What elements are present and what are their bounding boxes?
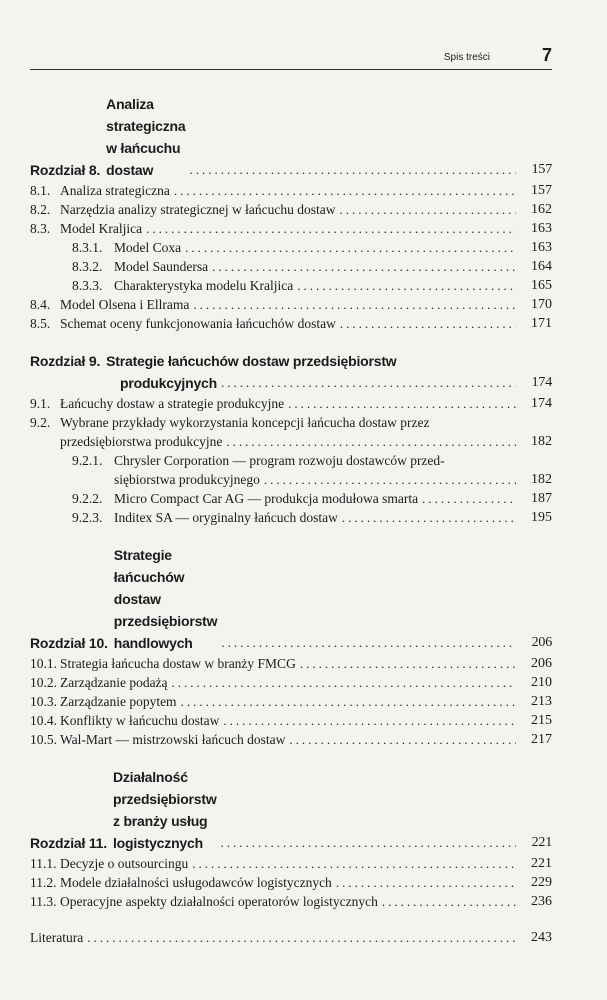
dot-leader [181,692,516,711]
page-ref: 217 [531,732,552,747]
chapter-title: Strategie łańcuchów dostaw przedsiębiorstw handlowych [113,547,218,651]
toc-entry [30,711,552,730]
chapter-11 [30,766,552,911]
section-title-line-2: siębiorstwa produkcyjnego [114,472,260,487]
chapter-title: Analiza strategiczna w łańcuchu dostaw [106,96,186,178]
chapter-heading-continued [30,372,552,394]
section-number: 11.2. [30,875,57,890]
page-ref: 157 [531,162,552,177]
entry-line-2 [30,432,552,451]
chapter-title: Działalność przedsiębiorstw z branży usług logistycznych [112,769,217,851]
page-ref: 210 [531,675,552,690]
page-ref: 206 [531,635,552,650]
page-ref: 182 [531,434,552,449]
section-number: 9.2. [30,415,51,430]
section-title: Konflikty w łańcuchu dostaw [60,713,220,728]
section-title: Narzędzia analizy strategicznej w łańcuchu dostaw [60,202,336,217]
section-title: Model Olsena i Ellrama [60,297,190,312]
toc-entry [30,673,552,692]
toc-entry [30,394,552,413]
page-ref: 157 [531,183,552,198]
section-number: 9.2.2. [72,491,103,506]
page-ref: 182 [531,472,552,487]
toc-entry [30,692,552,711]
section-title: Schemat oceny funkcjonowania łańcuchów dostaw [60,316,336,331]
page-ref: 213 [531,694,552,709]
entry-line-1 [30,451,552,470]
page-ref: 206 [531,656,552,671]
section-number: 9.2.1. [72,453,103,468]
entry-line-2 [30,470,552,489]
page-number: 7 [541,45,552,65]
section-number: 10.2. [30,675,57,690]
section-number: 8.2. [30,202,51,217]
page-ref: 236 [531,894,552,909]
page-ref: 164 [531,259,552,274]
dot-leader [221,372,516,394]
dot-leader [146,219,516,238]
chapter-title-line-1: Strategie łańcuchów dostaw przedsiębiorstw [106,353,397,369]
bibliography-entry [30,928,552,947]
toc-entry [30,730,552,749]
section-title: Łańcuchy dostaw a strategie produkcyjne [60,396,285,411]
page-ref: 174 [531,396,552,411]
page-ref: 229 [531,875,552,890]
dot-leader [336,873,516,892]
chapter-number: Rozdział 10. [30,635,108,651]
page-ref: 163 [531,221,552,236]
page-ref: 195 [531,510,552,525]
chapter-number: Rozdział 11. [30,835,107,851]
page-ref: 163 [531,240,552,255]
section-number: 8.3.2. [72,259,103,274]
section-title: Model Kraljica [60,221,143,236]
section-number: 10.5. [30,732,57,747]
toc-entry [30,314,552,333]
dot-leader [288,394,516,413]
chapter-heading [30,766,552,854]
toc-entry [30,295,552,314]
dot-leader [342,508,516,527]
page-ref: 221 [531,835,552,850]
dot-leader [193,295,516,314]
toc-entry [30,219,552,238]
toc-entry [30,873,552,892]
dot-leader [87,928,516,947]
section-title: Wal-Mart — mistrzowski łańcuch dostaw [60,732,286,747]
header-rule [30,69,552,70]
running-title: Spis treści [443,52,490,63]
page-ref: 187 [531,491,552,506]
section-number: 11.3. [30,894,57,909]
chapter-8 [30,93,552,333]
dot-leader [422,489,516,508]
section-title: Zarządzanie popytem [60,694,177,709]
page-ref: 165 [531,278,552,293]
section-number: 10.3. [30,694,57,709]
dot-leader [223,711,516,730]
section-number: 8.3.3. [72,278,103,293]
dot-leader [174,181,516,200]
chapter-title-line-2: produkcyjnych [120,375,217,391]
running-header [30,44,552,66]
dot-leader [172,673,516,692]
toc-subentry [30,276,552,295]
chapter-9 [30,350,552,527]
section-title: Model Saundersa [114,259,209,274]
dot-leader [192,854,516,873]
toc-subentry [30,451,552,489]
dot-leader [340,200,517,219]
chapter-10 [30,544,552,749]
page-ref: 162 [531,202,552,217]
section-number: 8.3. [30,221,51,236]
toc-entry [30,854,552,873]
section-number: 8.4. [30,297,51,312]
page-ref: 170 [531,297,552,312]
toc-entry [30,413,552,451]
section-number: 8.3.1. [72,240,103,255]
toc-entry [30,654,552,673]
section-title: Strategia łańcucha dostaw w branży FMCG [60,656,296,671]
chapter-heading [30,93,552,181]
section-title: Zarządzanie podażą [60,675,168,690]
dot-leader [189,159,516,181]
chapter-heading [30,544,552,654]
section-title-line-1: Wybrane przykłady wykorzystania koncepcji łańcucha dostaw przez [60,415,430,430]
page-ref: 243 [531,930,552,945]
dot-leader [340,314,516,333]
dot-leader [226,432,516,451]
chapter-number: Rozdział 8. [30,162,101,178]
page-ref: 171 [531,316,552,331]
section-number: 9.1. [30,396,51,411]
section-title: Analiza strategiczna [60,183,170,198]
section-number: 10.1. [30,656,57,671]
section-title: Decyzje o outsourcingu [60,856,189,871]
section-number: 10.4. [30,713,57,728]
chapter-heading [30,350,552,372]
dot-leader [382,892,516,911]
dot-leader [212,257,516,276]
toc-subentry [30,489,552,508]
section-title: Modele działalności usługodawców logistycznych [60,875,332,890]
section-title: Operacyjne aspekty działalności operatorów logistycznych [60,894,378,909]
toc-subentry [30,257,552,276]
section-title-line-1: Chrysler Corporation — program rozwoju dostawców przed- [114,453,445,468]
dot-leader [221,632,516,654]
dot-leader [300,654,516,673]
entry-line-1 [30,413,552,432]
section-title: Inditex SA — oryginalny łańcuch dostaw [114,510,338,525]
dot-leader [221,832,516,854]
page-ref: 215 [531,713,552,728]
section-number: 11.1. [30,856,57,871]
bibliography-title: Literatura [30,930,84,945]
toc-entry [30,892,552,911]
dot-leader [264,470,516,489]
section-title: Micro Compact Car AG — produkcja modułowa smarta [114,491,419,506]
section-title: Model Coxa [114,240,182,255]
dot-leader [297,276,516,295]
dot-leader [289,730,516,749]
section-number: 8.5. [30,316,51,331]
section-number: 8.1. [30,183,51,198]
toc-subentry [30,508,552,527]
section-title: Charakterystyka modelu Kraljica [114,278,294,293]
toc-entry [30,181,552,200]
toc-entry [30,200,552,219]
page-ref: 174 [531,375,552,390]
page-ref: 221 [531,856,552,871]
table-of-contents [30,93,552,947]
toc-subentry [30,238,552,257]
dot-leader [185,238,516,257]
chapter-number: Rozdział 9. [30,353,101,369]
section-number: 9.2.3. [72,510,103,525]
section-title-line-2: przedsiębiorstwa produkcyjne [60,434,223,449]
